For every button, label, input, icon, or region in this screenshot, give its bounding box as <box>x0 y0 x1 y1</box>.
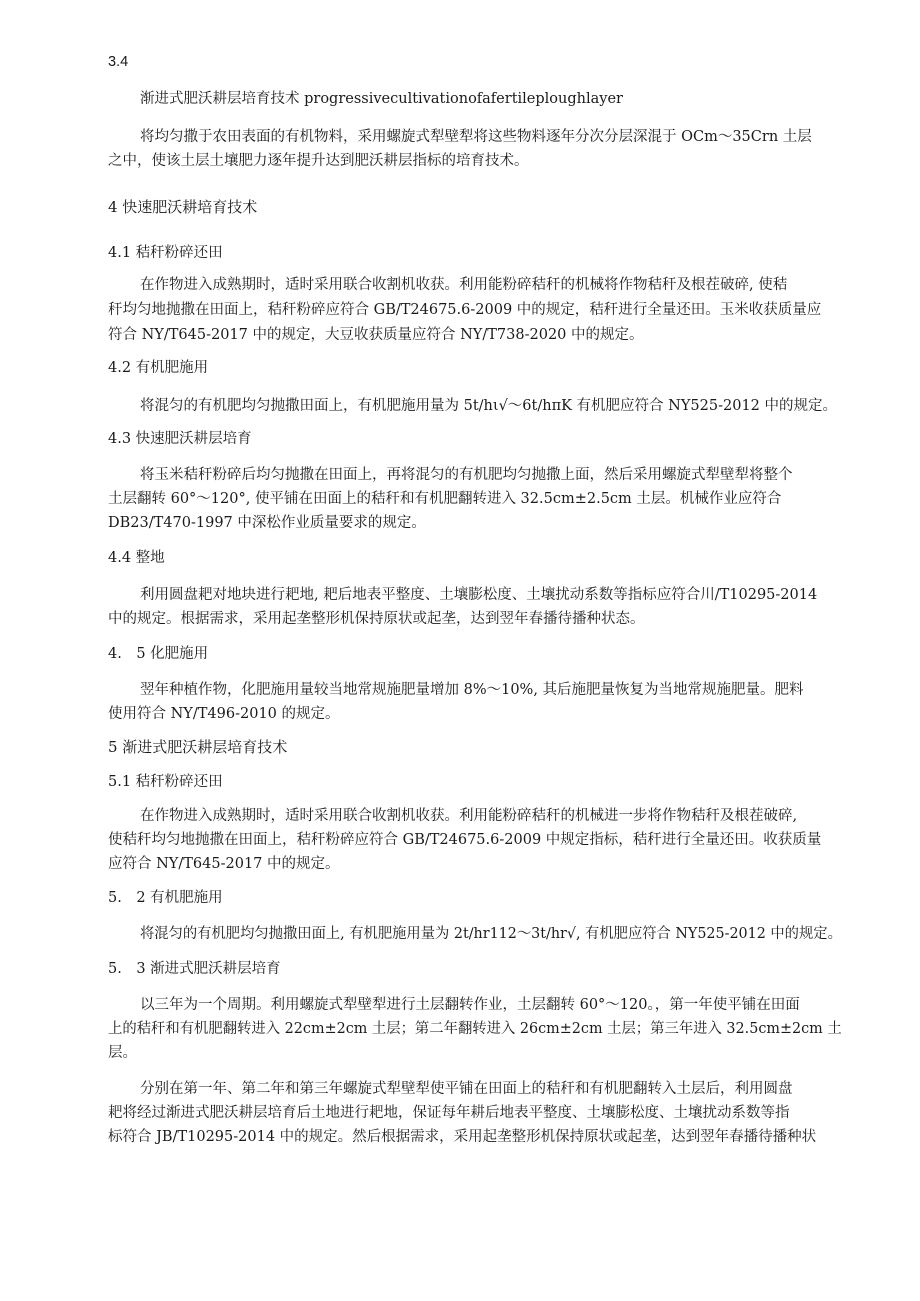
paragraph-5-1-line-1: 在作物进入成熟期时，适时采用联合收割机收获。利用能粉碎秸秆的机械进一步将作物秸秆及根茬破碎, <box>140 808 798 824</box>
paragraph-4-5-line-1: 翌年种植作物，化肥施用量较当地常规施肥量增加 8%～10%, 其后施肥量恢复为当地常规施肥量。肥料 <box>140 682 804 698</box>
section-heading-5: 5 渐进式肥沃耕层培育技术 <box>108 738 288 756</box>
paragraph-5-2-line-1: 将混匀的有机肥均匀抛撒田面上, 有机肥施用量为 2t∕hr112～3t∕hr√, 有机肥应符合 NY525-2012 中的规定。 <box>140 926 842 942</box>
subsection-heading-4-4: 4.4 整地 <box>108 550 165 566</box>
subsection-heading-5-1: 5.1 秸秆粉碎还田 <box>108 774 223 790</box>
paragraph-5-3a-line-3: 层。 <box>108 1045 137 1061</box>
paragraph-5-3a-line-1: 以三年为一个周期。利用螺旋式犁壁犁进行土层翻转作业，土层翻转 60°～120。，第一年使平铺在田面 <box>140 997 800 1013</box>
paragraph-4-3-line-1: 将玉米秸秆粉碎后均匀抛撒在田面上，再将混匀的有机肥均匀抛撒上面，然后采用螺旋式犁壁犁将整个 <box>140 467 793 483</box>
subsection-heading-4-2: 4.2 有机肥施用 <box>108 360 209 376</box>
section-number-3-4: 3.4 <box>108 54 129 70</box>
subsection-heading-5-3: 5. 3 渐进式肥沃耕层培育 <box>108 961 281 977</box>
paragraph-5-1-line-2: 使秸秆均匀地抛撒在田面上，秸秆粉碎应符合 GB/T24675.6-2009 中规定指标，秸秆进行全量还田。收获质量 <box>108 832 822 848</box>
paragraph-4-5-line-2: 使用符合 NY/T496-2010 的规定。 <box>108 706 340 722</box>
term-title-3-4: 渐进式肥沃耕层培育技术 progressivecultivationofafertileploughlayer <box>140 91 623 107</box>
paragraph-4-1-line-1: 在作物进入成熟期时，适时采用联合收割机收获。利用能粉碎秸秆的机械将作物秸秆及根茬破碎, 使秸 <box>140 277 788 293</box>
paragraph-4-3-line-3: DB23/T470-1997 中深松作业质量要求的规定。 <box>108 515 426 531</box>
definition-line-1: 将均匀撒于农田表面的有机物料，采用螺旋式犁壁犁将这些物料逐年分次分层深混于 OCm～35Crn 土层 <box>140 129 812 145</box>
paragraph-5-3a-line-2: 上的秸秆和有机肥翻转进入 22cm±2cm 土层；第二年翻转进入 26cm±2cm 土层；第三年进入 32.5cm±2cm 土 <box>108 1021 842 1037</box>
subsection-heading-4-1: 4.1 秸秆粉碎还田 <box>108 245 223 261</box>
paragraph-5-3b-line-2: 耙将经过渐进式肥沃耕层培育后土地进行耙地，保证每年耕后地表平整度、土壤膨松度、土壤扰动系数等指 <box>108 1105 790 1121</box>
subsection-heading-5-2: 5. 2 有机肥施用 <box>108 890 223 906</box>
paragraph-4-4-line-2: 中的规定。根据需求，采用起垄整形机保持原状或起垄，达到翌年春播待播种状态。 <box>108 611 645 627</box>
paragraph-5-1-line-3: 应符合 NY/T645-2017 中的规定。 <box>108 856 340 872</box>
subsection-heading-4-3: 4.3 快速肥沃耕层培育 <box>108 431 252 447</box>
paragraph-4-1-line-2: 秆均匀地抛撒在田面上，秸秆粉碎应符合 GB/T24675.6-2009 中的规定，秸秆进行全量还田。玉米收获质量应 <box>108 302 822 318</box>
paragraph-4-3-line-2: 土层翻转 60°～120°, 使平铺在田面上的秸秆和有机肥翻转进入 32.5cm±2.5cm 土层。机械作业应符合 <box>108 491 782 507</box>
definition-line-2: 之中，使该土层土壤肥力逐年提升达到肥沃耕层指标的培育技术。 <box>108 153 529 169</box>
paragraph-5-3b-line-3: 标符合 JB/T10295-2014 中的规定。然后根据需求，采用起垄整形机保持原状或起垄，达到翌年春播待播种状 <box>108 1129 817 1145</box>
paragraph-4-2-line-1: 将混匀的有机肥均匀抛撒田面上，有机肥施用量为 5t∕hι√～6t∕hπK 有机肥应符合 NY525-2012 中的规定。 <box>140 398 838 414</box>
subsection-heading-4-5: 4. 5 化肥施用 <box>108 646 209 662</box>
section-heading-4: 4 快速肥沃耕培育技术 <box>108 198 258 216</box>
paragraph-5-3b-line-1: 分别在第一年、第二年和第三年螺旋式犁壁犁使平铺在田面上的秸秆和有机肥翻转入土层后，利用圆盘 <box>140 1081 793 1097</box>
paragraph-4-1-line-3: 符合 NY/T645-2017 中的规定，大豆收获质量应符合 NY/T738-2020 中的规定。 <box>108 327 644 343</box>
paragraph-4-4-line-1: 利用圆盘耙对地块进行耙地, 耙后地表平整度、土壤膨松度、土壤扰动系数等指标应符合川/T10295-2014 <box>140 587 818 603</box>
